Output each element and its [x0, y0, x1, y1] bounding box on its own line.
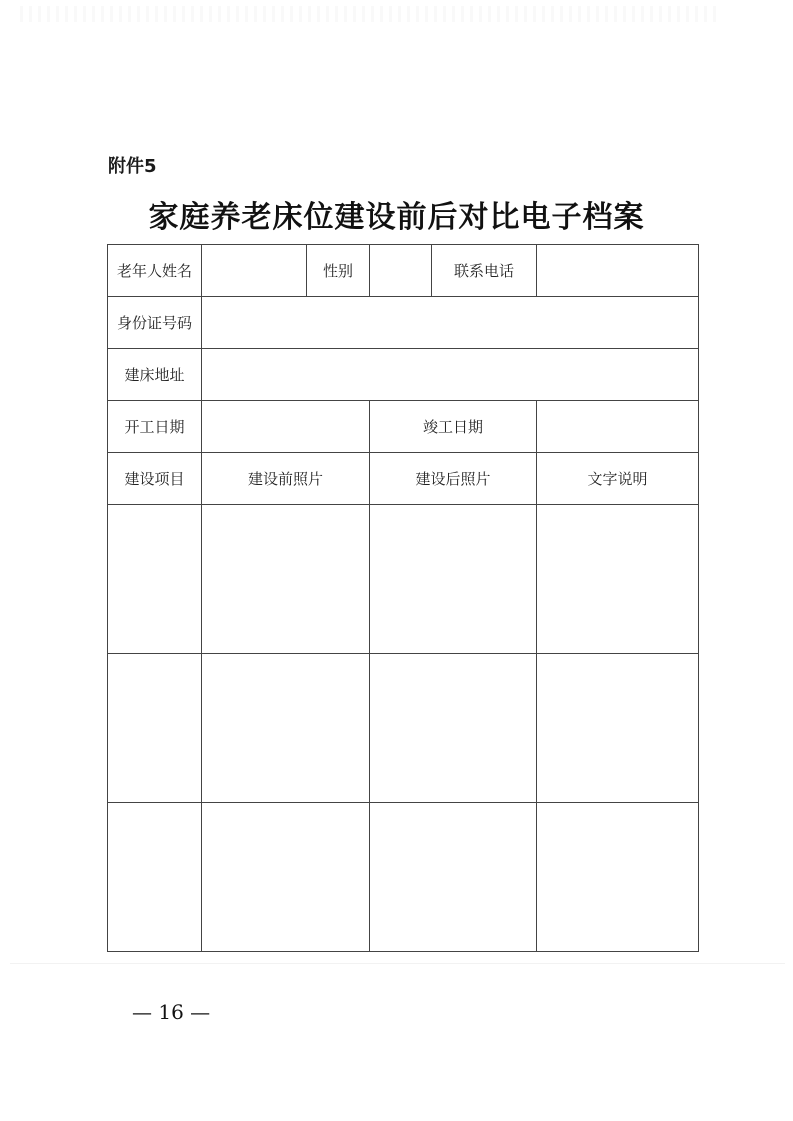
note-cell[interactable]: [537, 505, 699, 654]
id-number-label: 身份证号码: [108, 297, 202, 349]
phone-field[interactable]: [537, 245, 699, 297]
table-row: [108, 349, 699, 401]
phone-label: 联系电话: [432, 245, 537, 297]
start-date-label: 开工日期: [108, 401, 202, 453]
page-number: — 16 —: [132, 1000, 211, 1024]
before-photo-cell[interactable]: [202, 505, 370, 654]
note-cell[interactable]: [537, 654, 699, 803]
attachment-label: 附件5: [108, 156, 157, 177]
after-photo-cell[interactable]: [370, 654, 537, 803]
table-row: [108, 505, 699, 654]
end-date-label: 竣工日期: [370, 401, 537, 453]
header-note: 文字说明: [537, 453, 699, 505]
id-number-field[interactable]: [202, 297, 699, 349]
address-field[interactable]: [202, 349, 699, 401]
end-date-field[interactable]: [537, 401, 699, 453]
after-photo-cell[interactable]: [370, 803, 537, 952]
project-cell[interactable]: [108, 654, 202, 803]
document-title: 家庭养老床位建设前后对比电子档案: [148, 200, 645, 235]
elder-name-label: 老年人姓名: [108, 245, 202, 297]
gender-field[interactable]: [370, 245, 432, 297]
table-row: [108, 245, 699, 297]
project-cell[interactable]: [108, 505, 202, 654]
start-date-field[interactable]: [202, 401, 370, 453]
after-photo-cell[interactable]: [370, 505, 537, 654]
gender-label: 性别: [307, 245, 370, 297]
archive-form-table: [107, 244, 699, 952]
header-before-photo: 建设前照片: [202, 453, 370, 505]
address-label: 建床地址: [108, 349, 202, 401]
table-row: [108, 401, 699, 453]
table-header-row: [108, 453, 699, 505]
note-cell[interactable]: [537, 803, 699, 952]
scan-edge-line: [10, 963, 785, 964]
header-after-photo: 建设后照片: [370, 453, 537, 505]
header-project: 建设项目: [108, 453, 202, 505]
table-row: [108, 297, 699, 349]
scan-artifact: [20, 6, 720, 22]
before-photo-cell[interactable]: [202, 654, 370, 803]
project-cell[interactable]: [108, 803, 202, 952]
table-row: [108, 803, 699, 952]
before-photo-cell[interactable]: [202, 803, 370, 952]
table-row: [108, 654, 699, 803]
elder-name-field[interactable]: [202, 245, 307, 297]
